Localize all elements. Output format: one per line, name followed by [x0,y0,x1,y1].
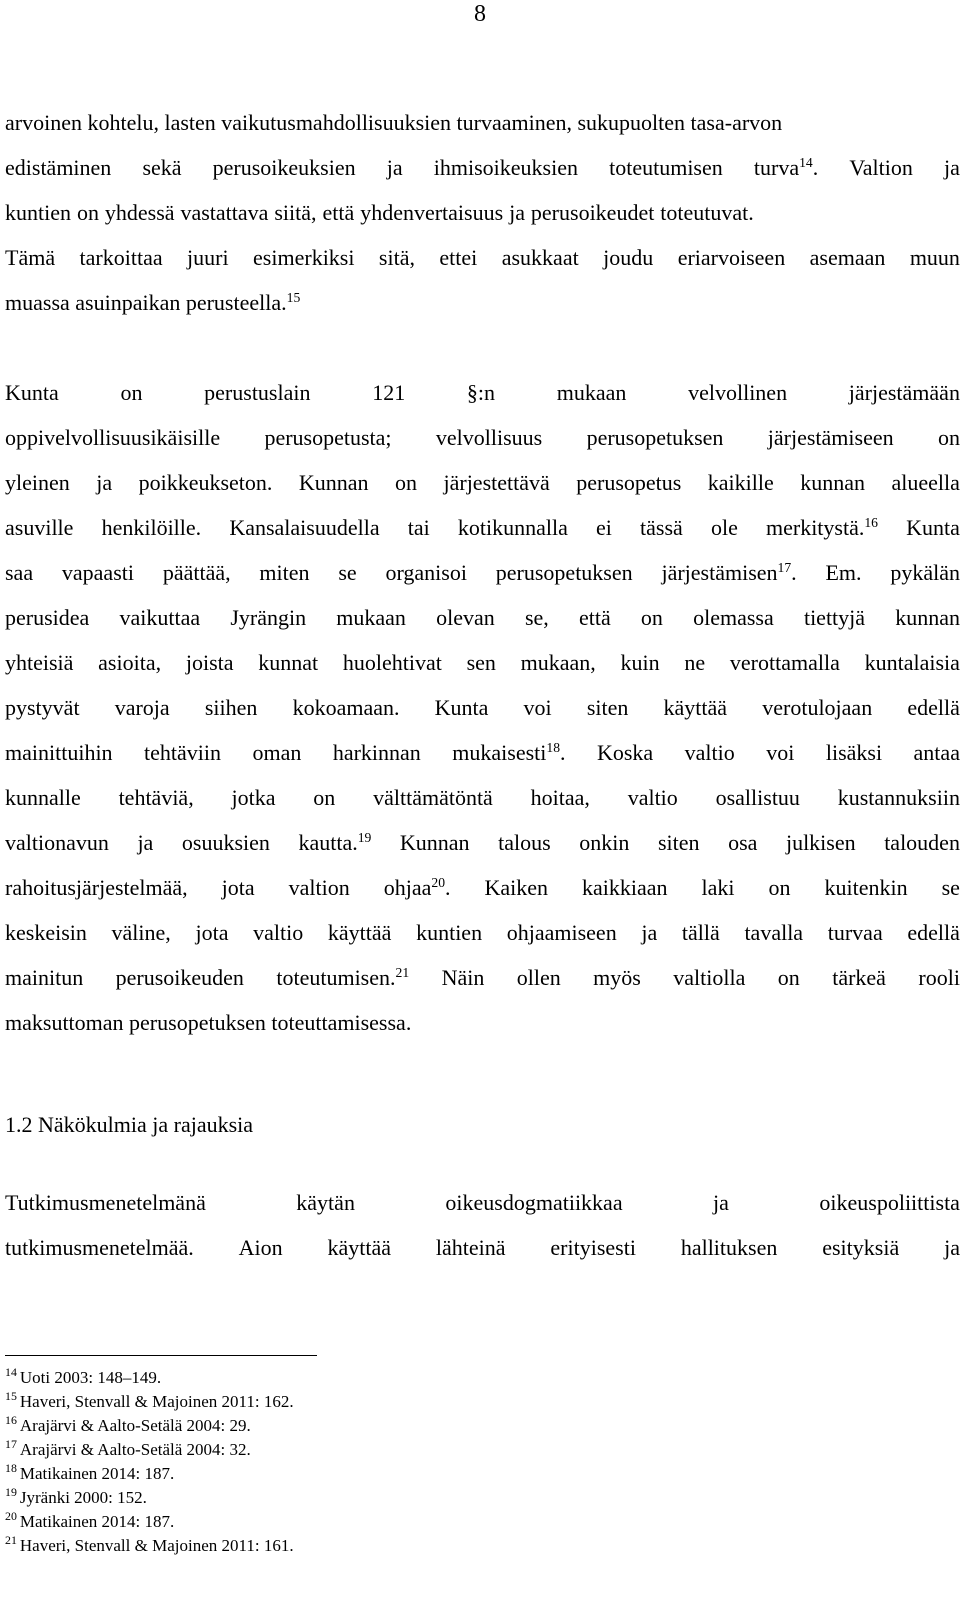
word: siten [586,695,629,720]
word: alueella [891,470,960,495]
section-heading: 1.2 Näkökulmia ja rajauksia [5,1112,254,1137]
word: kotikunnalla [457,515,568,540]
word: mainittuihin [5,740,113,765]
word: Näin [441,965,485,990]
word: Kansalaisuudella [229,515,380,540]
footnote-number: 14 [5,1365,17,1380]
paragraph2-line [5,378,960,408]
word: vapaasti [61,560,134,585]
word: päättää, [162,560,231,585]
word: valtiolla [673,965,746,990]
word: se [338,560,357,585]
word: oikeusdogmatiikkaa [445,1190,623,1215]
word: osuuksien [181,830,270,855]
word: on [313,785,336,810]
word: oikeuspoliittista [819,1190,960,1215]
word: miten [259,560,310,585]
word: edellä [907,695,960,720]
paragraph2-line [5,873,960,903]
word: verotulojaan [762,695,873,720]
word: on [768,875,791,900]
word: käytän [296,1190,355,1215]
footnote [5,1415,251,1437]
word: rooli [918,965,960,990]
word: jotka [231,785,276,810]
word: edellä [907,920,960,945]
paragraph2-line [5,468,960,498]
word: että [322,200,355,225]
word: tärkeä [832,965,886,990]
word: ohjaamiseen [506,920,617,945]
word: Kaiken [484,875,549,900]
word: poikkeukseton. [138,470,273,495]
footnote [5,1511,174,1533]
word: järjestämään [848,380,960,405]
punctuation: . [445,875,451,900]
footnote-text: Jyränki 2000: 152. [19,1488,147,1507]
word: toteutumisen.$^{21}$ [276,964,410,990]
word: tarkoittaa [79,245,163,270]
word: ne [684,650,706,675]
word: kunnat [258,650,319,675]
word: ole [710,515,738,540]
word: saa [5,560,34,585]
word: ja [944,1235,960,1260]
word: Kunta [434,695,489,720]
word: kunnalle [5,785,81,810]
footnote [5,1367,161,1389]
word: oman [252,740,302,765]
word: Aion [238,1235,283,1260]
word: se [941,875,960,900]
footnote-number: 15 [5,1389,17,1404]
word: turvaa [827,920,883,945]
word: lähteinä [435,1235,506,1260]
word: esityksiä [822,1235,900,1260]
word: välttämätöntä [373,785,493,810]
footnote-ref: 17 [777,559,792,575]
footnote-ref: 21 [395,964,410,980]
punctuation: . [791,560,797,585]
word: lisäksi [825,740,883,765]
paragraph1-line [5,288,960,318]
word: tiettyjä [803,605,866,630]
footnote-number: 17 [5,1437,17,1452]
word: se, [524,605,549,630]
footnote [5,1487,147,1509]
word: kaikille [707,470,774,495]
word: ja [713,1190,729,1215]
word: julkisen [785,830,856,855]
word: on [395,470,418,495]
word: voi [523,695,552,720]
word: toteutuvat. [660,200,754,225]
paragraph2-line [5,603,960,633]
footnote-number: 18 [5,1461,17,1476]
word: jota [195,920,229,945]
word: pystyvät [5,695,80,720]
word: esimerkiksi [253,245,355,270]
word: juuri [187,245,229,270]
word: on [76,200,99,225]
word: arvoinen kohtelu, lasten vaikutusmahdollisuuksien turvaaminen, sukupuolten tasa-arvon [5,110,783,135]
paragraph2-line [5,963,960,993]
footnote [5,1535,294,1557]
word: §:n [466,380,496,405]
word: tavalla [744,920,804,945]
footnote-ref: 15 [286,289,301,305]
word: sitä, [378,245,415,270]
word: antaa [913,740,960,765]
word: joudu [603,245,654,270]
word: valtion [288,875,350,900]
word: verottamalla [729,650,840,675]
word: hallituksen [680,1235,778,1260]
footnote-text: Haveri, Stenvall & Majoinen 2011: 161. [19,1536,294,1555]
punctuation: . [560,740,566,765]
word: tällä [681,920,720,945]
footnote-text: Matikainen 2014: 187. [19,1464,175,1483]
word: tehtäviä, [118,785,194,810]
word: muun [909,245,960,270]
word: mukaan [556,380,627,405]
word: kuitenkin [824,875,908,900]
word: on [120,380,143,405]
word: sen [466,650,496,675]
word: yhdenvertaisuus [360,200,504,225]
word: perusopetusta; [264,425,392,450]
page-number: 8 [474,1,486,27]
word: ollen [516,965,561,990]
word: ja [96,470,113,495]
word: kuntalaisia [864,650,960,675]
word: Tämä [5,245,56,270]
footnote-number: 16 [5,1413,17,1428]
word: myös [593,965,641,990]
word: järjestämiseen [767,425,894,450]
word: on [937,425,960,450]
word: ettei [439,245,478,270]
word: Jyrängin [230,605,307,630]
footnote-ref: 20 [431,874,445,890]
word: perusoikeuksien [212,155,356,180]
word: Em. [825,560,862,585]
word: valtionavun [5,830,109,855]
word: käyttää [327,920,392,945]
paragraph1-line [5,108,960,138]
paragraph2-line [5,1008,960,1038]
word: siihen [204,695,258,720]
paragraph1-line [5,198,960,228]
word: rahoitusjärjestelmää, [5,875,188,900]
word: yhdessä [104,200,175,225]
word: väline, [111,920,171,945]
word: mukaisesti$^{18}$. [452,739,566,765]
word: Valtion [849,155,913,180]
word: vastattava [180,200,269,225]
word: Kunta [5,380,59,405]
word: osallistuu [715,785,800,810]
footnote-text: Arajärvi & Aalto-Setälä 2004: 32. [19,1440,251,1459]
paragraph2-line [5,693,960,723]
word: ihmisoikeuksien [433,155,578,180]
word: joista [185,650,234,675]
word: Kunnan [298,470,369,495]
paragraph2-line [5,423,960,453]
word: sekä [142,155,182,180]
paragraph2-line [5,918,960,948]
paragraph2-line [5,828,960,858]
footnote-ref: 18 [546,739,561,755]
word: kustannuksiin [837,785,960,810]
word: valtio [627,785,678,810]
word: merkitystä.$^{16}$ [765,514,878,540]
paragraph2-line [5,558,960,588]
word: perusopetuksen [495,560,633,585]
word: asioita, [98,650,162,675]
paragraph3-line [5,1233,960,1263]
paragraph2-line [5,738,960,768]
word: turva$^{14}$. [753,154,819,180]
word: eriarvoiseen [677,245,786,270]
word: käyttää [663,695,728,720]
word: tutkimusmenetelmää. [5,1235,194,1260]
footnote [5,1463,174,1485]
word: talous [498,830,551,855]
word: tehtäviin [144,740,222,765]
word: pykälän [890,560,960,585]
word: henkilöille. [101,515,202,540]
word: kaikkiaan [582,875,668,900]
word: maksuttoman perusopetuksen toteuttamisessa. [5,1010,412,1035]
paragraph2-line [5,513,960,543]
word: mainitun [5,965,84,990]
word: ja [137,830,154,855]
paragraph3-line [5,1188,960,1218]
word: valtio [684,740,735,765]
word: perusoikeudet [530,200,655,225]
word: toteutumisen [609,155,723,180]
word: yleinen [5,470,70,495]
word: harkinnan [332,740,421,765]
footnote [5,1391,294,1413]
word: kuntien [416,920,483,945]
word: erityisesti [550,1235,636,1260]
word: kuntien [5,200,71,225]
word: perusopetus [576,470,682,495]
word: perusopetuksen [586,425,724,450]
footnote-text: Haveri, Stenvall & Majoinen 2011: 162. [19,1392,294,1411]
word: ja [641,920,658,945]
word: hoitaa, [530,785,590,810]
word: velvollisuus [435,425,543,450]
word: käyttää [327,1235,392,1260]
footnote-ref: 14 [799,154,813,170]
word: Tutkimusmenetelmänä [5,1190,206,1215]
paragraph1-line [5,243,960,273]
word: asuville [5,515,74,540]
footnote-text: Uoti 2003: 148–149. [19,1368,162,1387]
word: että [578,605,611,630]
word: mukaan, [520,650,596,675]
word: ja [386,155,403,180]
word: jota [221,875,255,900]
word: Koska [596,740,654,765]
word: talouden [884,830,960,855]
word: järjestämisen$^{17}$. [661,559,797,585]
footnote-text: Matikainen 2014: 187. [19,1512,175,1531]
word: muassa asuinpaikan perusteella.$^{15}$ [5,289,301,315]
word: keskeisin [5,920,87,945]
punctuation: . [812,155,819,180]
paragraph2-line [5,648,960,678]
word: tässä [640,515,683,540]
word: organisoi [385,560,467,585]
word: Kunta [906,515,960,540]
word: kuin [620,650,660,675]
word: perusidea [5,605,90,630]
word: kunnan [895,605,960,630]
word: perusoikeuden [115,965,244,990]
word: asemaan [809,245,886,270]
word: 121 [372,380,406,405]
footnote-text: Arajärvi & Aalto-Setälä 2004: 29. [19,1416,251,1435]
footnote-number: 19 [5,1485,17,1500]
word: olemassa [693,605,774,630]
word: vaikuttaa [119,605,201,630]
footnote [5,1439,251,1461]
word: ohjaa$^{20}$. [383,874,451,900]
word: asukkaat [501,245,579,270]
word: on [777,965,800,990]
word: voi [766,740,795,765]
footnote-rule [5,1355,317,1356]
word: velvollinen [688,380,788,405]
word: mukaan [336,605,406,630]
word: edistäminen [5,155,112,180]
word: osa [728,830,758,855]
footnote-number: 20 [5,1509,17,1524]
word: järjestettävä [443,470,550,495]
footnote-ref: 16 [864,514,878,530]
word: oppivelvollisuusikäisille [5,425,221,450]
word: siitä, [274,200,317,225]
word: perustuslain [204,380,311,405]
word: ja [944,155,960,180]
word: onkin [579,830,630,855]
word: tai [407,515,430,540]
word: varoja [114,695,170,720]
word: ja [509,200,525,225]
word: kokoamaan. [292,695,400,720]
paragraph1-line [5,153,960,183]
footnote-ref: 19 [357,829,372,845]
paragraph2-line [5,783,960,813]
word: huolehtivat [342,650,442,675]
word: valtio [253,920,304,945]
word: ei [596,515,612,540]
word: kautta.$^{19}$ [298,829,372,855]
word: yhteisiä [5,650,74,675]
word: kunnan [800,470,866,495]
word: siten [657,830,700,855]
footnote-number: 21 [5,1533,17,1548]
word: on [640,605,663,630]
word: laki [701,875,735,900]
word: Kunnan [399,830,470,855]
word: olevan [436,605,495,630]
